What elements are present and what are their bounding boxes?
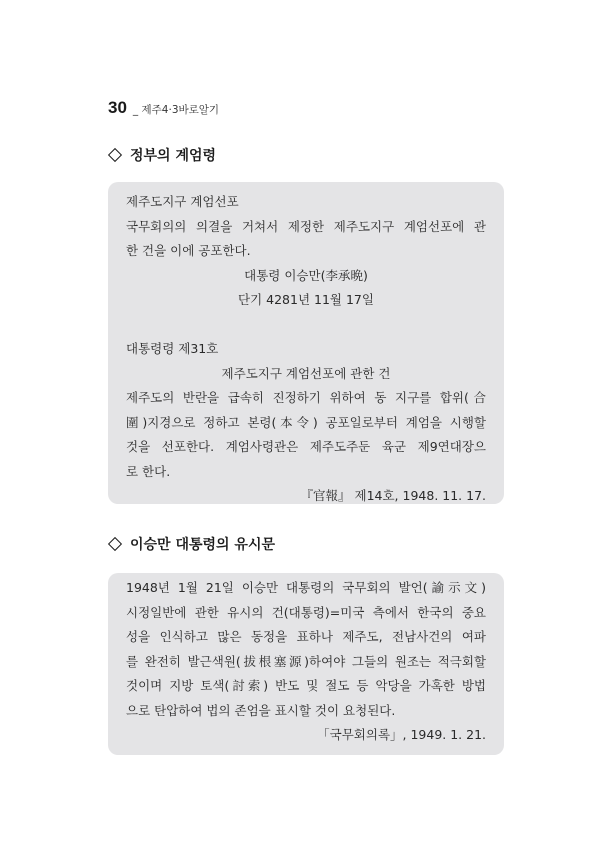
decree-line: 로 한다.	[126, 463, 171, 479]
decree-subtitle: 제주도지구 계엄선포에 관한 건	[221, 365, 391, 381]
section-heading-text: 이승만 대통령의 유시문	[130, 537, 275, 553]
spacer	[126, 313, 486, 338]
decree-line: 제주도의 반란을 급속히 진정하기 위하여 동 지구를 합위(合	[126, 390, 486, 405]
source-citation: 「국무회의록」, 1949. 1. 21.	[317, 727, 486, 742]
decree-line: 것을 선포한다. 계엄사령관은 제주도주둔 육군 제9연대장으	[126, 439, 486, 454]
address-line: 으로 탄압하여 법의 존엄을 표시할 것이 요청된다.	[126, 702, 396, 718]
section-heading-martial-law	[108, 145, 216, 165]
diamond-bullet-icon	[108, 148, 122, 162]
address-line: 성을 인식하고 많은 동정을 표하나 제주도, 전남사건의 여파	[126, 629, 486, 644]
proclamation-title: 제주도지구 계엄선포	[126, 194, 239, 209]
address-line: 것이며 지방 토색(討索) 반도 및 절도 등 악당을 가혹한 방법	[126, 678, 486, 693]
source-citation: 『官報』 제14호, 1948. 11. 17.	[300, 488, 486, 503]
proclamation-line: 한 건을 이에 공포한다.	[126, 243, 251, 258]
running-title: _ 제주4·3바로알기	[132, 104, 220, 116]
proclamation-line: 국무회의의 의결을 거쳐서 제정한 제주도지구 계엄선포에 관	[126, 218, 486, 234]
page-number: 30	[108, 98, 127, 117]
proclamation-signer: 대통령 이승만(李承晩)	[244, 267, 368, 283]
martial-law-quote-box	[108, 182, 504, 504]
decree-title: 대통령령 제31호	[126, 341, 219, 356]
address-line: 를 완전히 발근색원(拔根塞源)하여야 그들의 원조는 적극회할	[126, 653, 486, 669]
proclamation-date: 단기 4281년 11월 17일	[238, 292, 374, 307]
decree-line: 圍)지경으로 정하고 본령(本令) 공포일로부터 계엄을 시행할	[126, 414, 486, 430]
section-heading-presidential-address	[108, 534, 275, 554]
presidential-address-quote-box	[108, 573, 504, 755]
diamond-bullet-icon	[108, 537, 122, 551]
address-line: 시정일반에 관한 유시의 건(대통령)=미국 측에서 한국의 중요	[126, 604, 486, 620]
address-line: 1948년 1월 21일 이승만 대통령의 국무회의 발언(諭示文)	[126, 580, 486, 595]
section-heading-text: 정부의 계엄령	[130, 148, 217, 164]
page-header	[108, 98, 219, 118]
